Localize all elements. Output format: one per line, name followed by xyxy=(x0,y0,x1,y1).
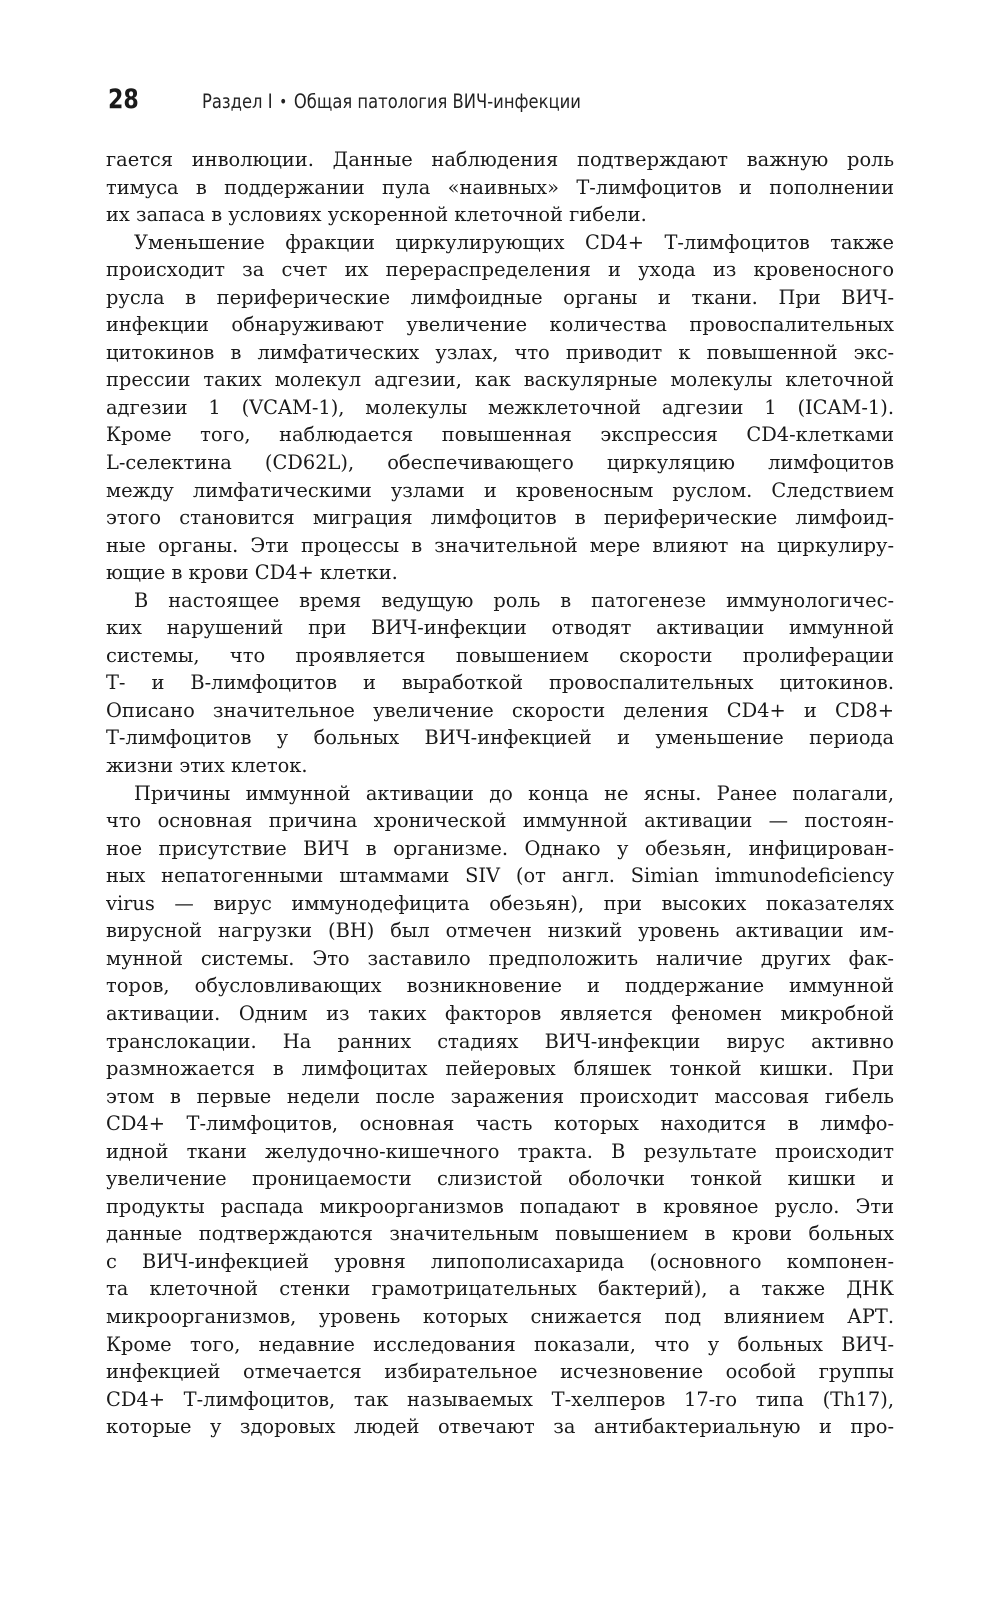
text-line: продукты распада микроорганизмов попадают в кровяное русло. Эти xyxy=(106,1194,894,1218)
page-number: 28 xyxy=(108,84,139,115)
text-line: ющие в крови CD4+ клетки. xyxy=(106,561,398,585)
text-line: активации. Одним из таких факторов является феномен микробной xyxy=(106,1001,894,1025)
text-line: ких нарушений при ВИЧ-инфекции отводят активации иммунной xyxy=(106,616,894,640)
section-label: Раздел I xyxy=(202,90,273,113)
text-line: цитокинов в лимфатических узлах, что приводит к повышенной экс- xyxy=(106,340,894,364)
text-line: CD4+ Т-лимфоцитов, так называемых Т-хелперов 17-го типа (Th17), xyxy=(106,1387,894,1411)
chapter-title: Общая патология ВИЧ-инфекции xyxy=(293,90,581,113)
paragraph-3 xyxy=(106,587,894,780)
text-line: ных непатогенными штаммами SIV (от англ. Simian immunodeficiency xyxy=(106,864,894,888)
text-line: virus — вирус иммунодефицита обезьян), при высоких показателях xyxy=(106,891,894,915)
text-line: Описано значительное увеличение скорости деления CD4+ и CD8+ xyxy=(106,698,894,722)
text-line: прессии таких молекул адгезии, как васкулярные молекулы клеточной xyxy=(106,368,894,392)
running-head xyxy=(202,90,581,113)
text-line: тимуса в поддержании пула «наивных» Т-лимфоцитов и пополнении xyxy=(106,175,894,199)
text-line: ное присутствие ВИЧ в организме. Однако у обезьян, инфицирован- xyxy=(106,836,894,860)
text-line: данные подтверждаются значительным повышением в крови больных xyxy=(106,1222,894,1246)
text-line: инфекцией отмечается избирательное исчезновение особой группы xyxy=(106,1360,894,1384)
text-line: ные органы. Эти процессы в значительной мере влияют на циркулиру- xyxy=(106,533,894,557)
text-line: увеличение проницаемости слизистой оболочки тонкой кишки и xyxy=(106,1167,894,1191)
text-line: русла в периферические лимфоидные органы и ткани. При ВИЧ- xyxy=(106,285,894,309)
text-line: Уменьшение фракции циркулирующих CD4+ Т-лимфоцитов также xyxy=(134,230,894,254)
text-line: которые у здоровых людей отвечают за антибактериальную и про- xyxy=(106,1415,894,1439)
text-line: Причины иммунной активации до конца не ясны. Ранее полагали, xyxy=(134,781,894,805)
text-line: что основная причина хронической иммунной активации — постоян- xyxy=(106,809,894,833)
text-line: торов, обусловливающих возникновение и поддержание иммунной xyxy=(106,974,894,998)
text-line: их запаса в условиях ускоренной клеточной гибели. xyxy=(106,203,647,227)
text-line: с ВИЧ-инфекцией уровня липополисахарида (основного компонен- xyxy=(106,1249,894,1273)
text-line: микроорганизмов, уровень которых снижается под влиянием АРТ. xyxy=(106,1304,894,1328)
text-line: жизни этих клеток. xyxy=(106,754,308,778)
separator-dot: • xyxy=(279,92,288,111)
text-line: CD4+ Т-лимфоцитов, основная часть которых находится в лимфо- xyxy=(106,1112,894,1136)
text-line: происходит за счет их перераспределения и ухода из кровеносного xyxy=(106,258,894,282)
text-line: идной ткани желудочно-кишечного тракта. В результате происходит xyxy=(106,1139,894,1163)
page-header xyxy=(108,84,898,124)
text-line: В настоящее время ведущую роль в патогенезе иммунологичес- xyxy=(134,588,894,612)
body-text xyxy=(106,146,894,1441)
text-line: Кроме того, недавние исследования показали, что у больных ВИЧ- xyxy=(106,1332,894,1356)
text-line: инфекции обнаруживают увеличение количества провоспалительных xyxy=(106,313,894,337)
paragraph-4 xyxy=(106,780,894,1441)
text-line: размножается в лимфоцитах пейеровых бляшек тонкой кишки. При xyxy=(106,1057,894,1081)
text-line: системы, что проявляется повышением скорости пролиферации xyxy=(106,643,894,667)
text-line: Т-лимфоцитов у больных ВИЧ-инфекцией и уменьшение периода xyxy=(106,726,894,750)
text-line: L-селектина (CD62L), обеспечивающего циркуляцию лимфоцитов xyxy=(106,451,894,475)
text-line: мунной системы. Это заставило предположить наличие других фак- xyxy=(106,946,894,970)
text-line: Т- и В-лимфоцитов и выработкой провоспалительных цитокинов. xyxy=(106,671,894,695)
paragraph-1 xyxy=(106,146,894,229)
text-line: адгезии 1 (VCAM-1), молекулы межклеточной адгезии 1 (ICAM-1). xyxy=(106,395,894,419)
text-line: этого становится миграция лимфоцитов в периферические лимфоид- xyxy=(106,506,894,530)
text-line: вирусной нагрузки (ВН) был отмечен низкий уровень активации им- xyxy=(106,919,894,943)
text-line: транслокации. На ранних стадиях ВИЧ-инфекции вирус активно xyxy=(106,1029,894,1053)
text-line: Кроме того, наблюдается повышенная экспрессия CD4-клетками xyxy=(106,423,894,447)
text-line: между лимфатическими узлами и кровеносным руслом. Следствием xyxy=(106,478,894,502)
text-line: та клеточной стенки грамотрицательных бактерий), а также ДНК xyxy=(106,1277,894,1301)
text-line: этом в первые недели после заражения происходит массовая гибель xyxy=(106,1084,894,1108)
text-line: гается инволюции. Данные наблюдения подтверждают важную роль xyxy=(106,148,894,171)
paragraph-2 xyxy=(106,229,894,587)
